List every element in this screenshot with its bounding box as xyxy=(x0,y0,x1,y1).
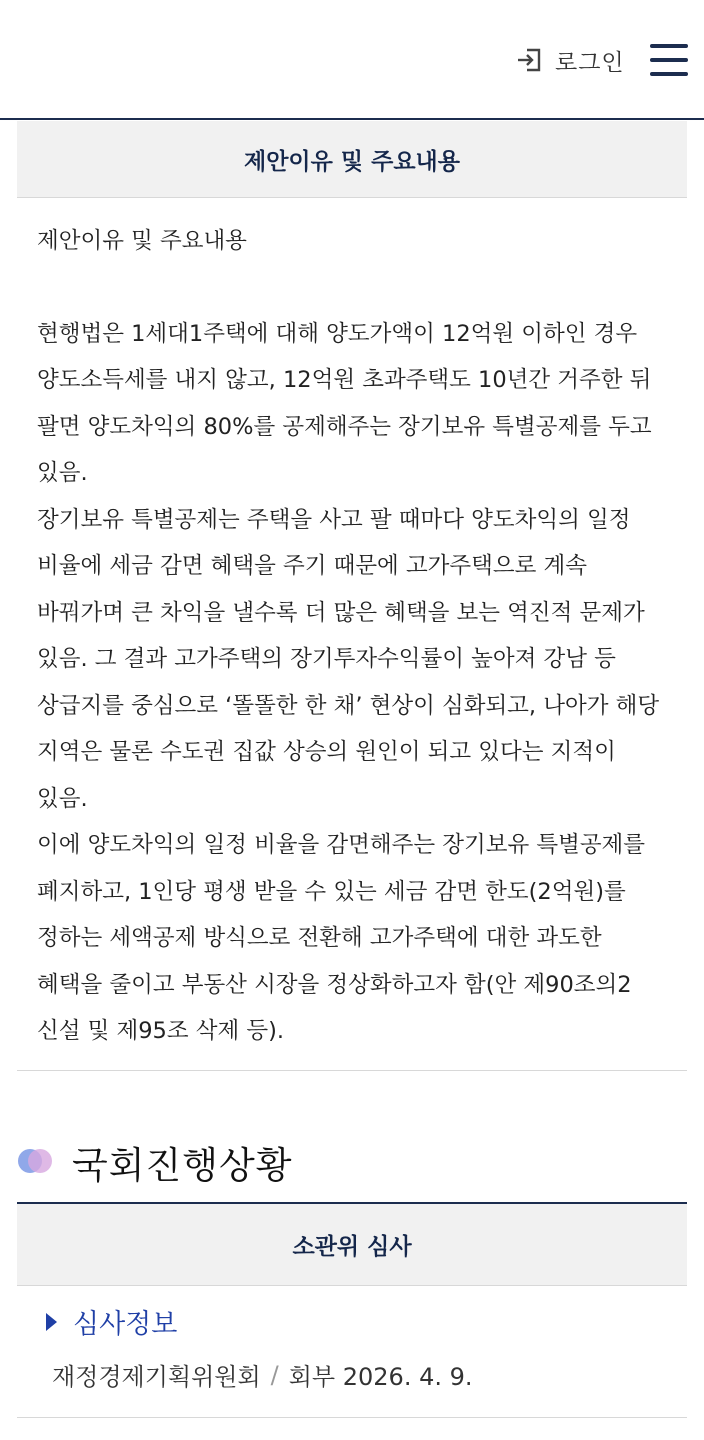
proposal-paragraph: 이에 양도차익의 일정 비율을 감면해주는 장기보유 특별공제를 폐지하고, 1인당 평생 받을 수 있는 세금 감면 한도(2억원)를 정하는 세액공제 방식으로 전환해 고가주택에 대한 과도한 혜택을 줄이고 부동산 시장을 정상화하고자 함(안 제90조의2 신설 및 제95조 삭제 등). xyxy=(37,832,646,1044)
menu-bar xyxy=(650,44,688,48)
top-header xyxy=(0,0,704,120)
committee-review-header: 소관위 심사 xyxy=(17,1202,687,1286)
login-label: 로그인 xyxy=(555,49,625,76)
paragraph-gap xyxy=(37,265,671,311)
section-divider xyxy=(17,1417,687,1418)
proposal-content xyxy=(37,218,671,1055)
menu-bar xyxy=(650,58,688,62)
assembly-progress-title xyxy=(18,1134,292,1190)
title-dots-icon xyxy=(18,1149,54,1175)
triangle-right-icon xyxy=(46,1313,57,1331)
proposal-heading: 제안이유 및 주요내용 xyxy=(37,228,247,254)
section-divider xyxy=(17,1070,687,1071)
separator: / xyxy=(270,1360,279,1389)
review-detail xyxy=(52,1357,473,1392)
review-info-link[interactable] xyxy=(46,1302,177,1341)
menu-bar xyxy=(650,72,688,76)
review-info-label: 심사정보 xyxy=(73,1309,178,1340)
login-icon xyxy=(515,46,543,74)
proposal-section-header: 제안이유 및 주요내용 xyxy=(17,121,687,198)
proposal-paragraph: 현행법은 1세대1주택에 대해 양도가액이 12억원 이하인 경우 양도소득세를 내지 않고, 12억원 초과주택도 10년간 거주한 뒤 팔면 양도차익의 80%를 공제해주는 장기보유 특별공제를 두고 있음. xyxy=(37,320,652,486)
committee-name: 재정경제기획위원회 xyxy=(52,1363,261,1391)
proposal-paragraph: 장기보유 특별공제는 주택을 사고 팔 때마다 양도차익의 일정 비율에 세금 감면 혜택을 주기 때문에 고가주택으로 계속 바꿔가며 큰 차익을 낼수록 더 많은 혜택을 보는 역진적 문제가 있음. 그 결과 고가주택의 장기투자수익률이 높아져 강남 등 상급지를 중심으로 ‘똘똘한 한 채’ 현상이 심화되고, 나아가 해당 지역은 물론 수도권 집값 상승의 원인이 되고 있다는 지적이 있음. xyxy=(37,506,660,812)
login-button[interactable] xyxy=(515,42,625,78)
hamburger-menu-icon[interactable] xyxy=(650,44,688,76)
referral-date: 회부 2026. 4. 9. xyxy=(288,1363,473,1391)
assembly-progress-label: 국회진행상황 xyxy=(72,1144,293,1187)
